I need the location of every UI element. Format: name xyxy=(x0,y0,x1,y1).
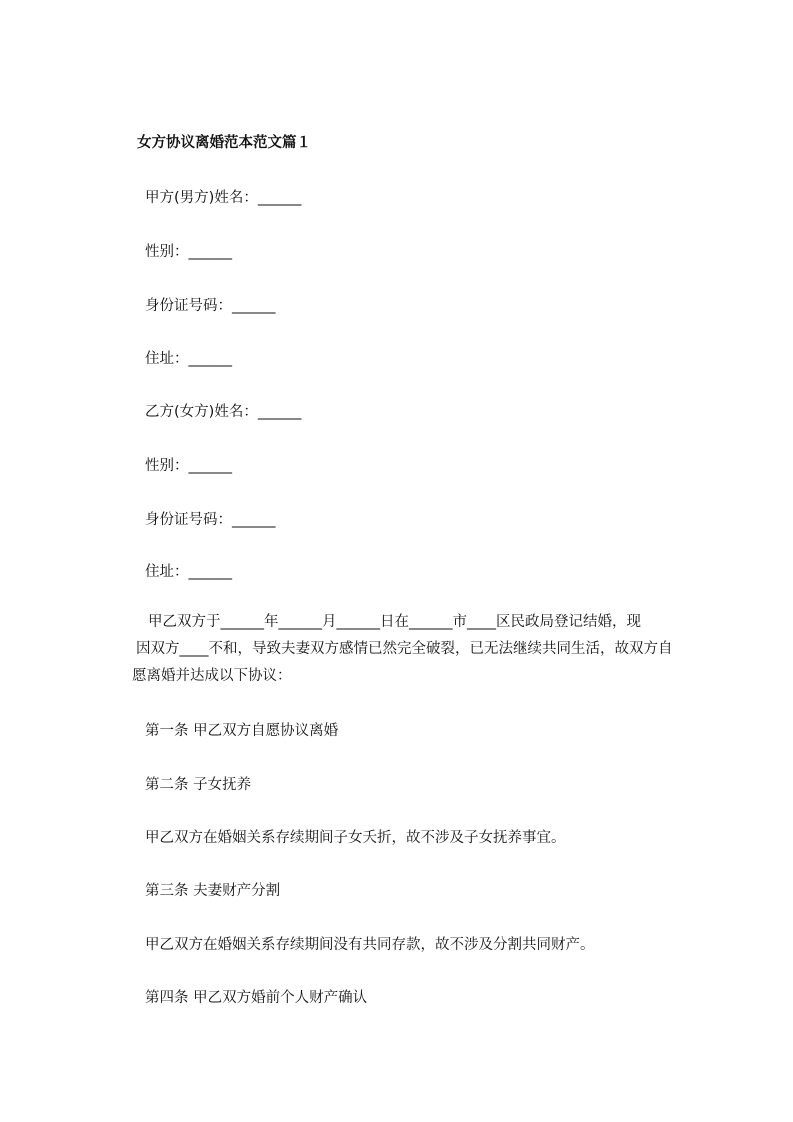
document-title: 女方协议离婚范本范文篇１ xyxy=(137,135,311,151)
party-b-gender-line: 性别：______ xyxy=(145,458,232,474)
party-a-address-line: 住址：______ xyxy=(145,351,232,367)
party-a-gender-line: 性别：______ xyxy=(145,244,232,260)
party-b-name-line: 乙方(女方)姓名：______ xyxy=(145,404,302,420)
party-b-address-line: 住址：______ xyxy=(145,564,232,580)
preamble-paragraph xyxy=(132,609,715,690)
article-1-heading: 第一条 甲乙双方自愿协议离婚 xyxy=(145,723,339,739)
party-a-id-line: 身份证号码：______ xyxy=(145,298,276,314)
article-4-heading: 第四条 甲乙双方婚前个人财产确认 xyxy=(145,990,368,1006)
article-3-body: 甲乙双方在婚姻关系存续期间没有共同存款，故不涉及分割共同财产。 xyxy=(145,937,595,953)
article-3-heading: 第三条 夫妻财产分割 xyxy=(145,883,281,899)
party-a-name-line: 甲方(男方)姓名：______ xyxy=(145,190,302,206)
preamble-line-1: 甲乙双方于______年______月______日在______市____区民政局登记结婚，现 xyxy=(148,614,641,630)
article-2-body: 甲乙双方在婚姻关系存续期间子女夭折，故不涉及子女抚养事宜。 xyxy=(145,830,566,846)
preamble-line-3: 愿离婚并达成以下协议： xyxy=(132,668,292,684)
party-b-id-line: 身份证号码：______ xyxy=(145,512,276,528)
article-2-heading: 第二条 子女抚养 xyxy=(145,777,252,793)
preamble-line-2: 因双方____不和，导致夫妻双方感情已然完全破裂，已无法继续共同生活，故双方自 xyxy=(136,641,673,657)
